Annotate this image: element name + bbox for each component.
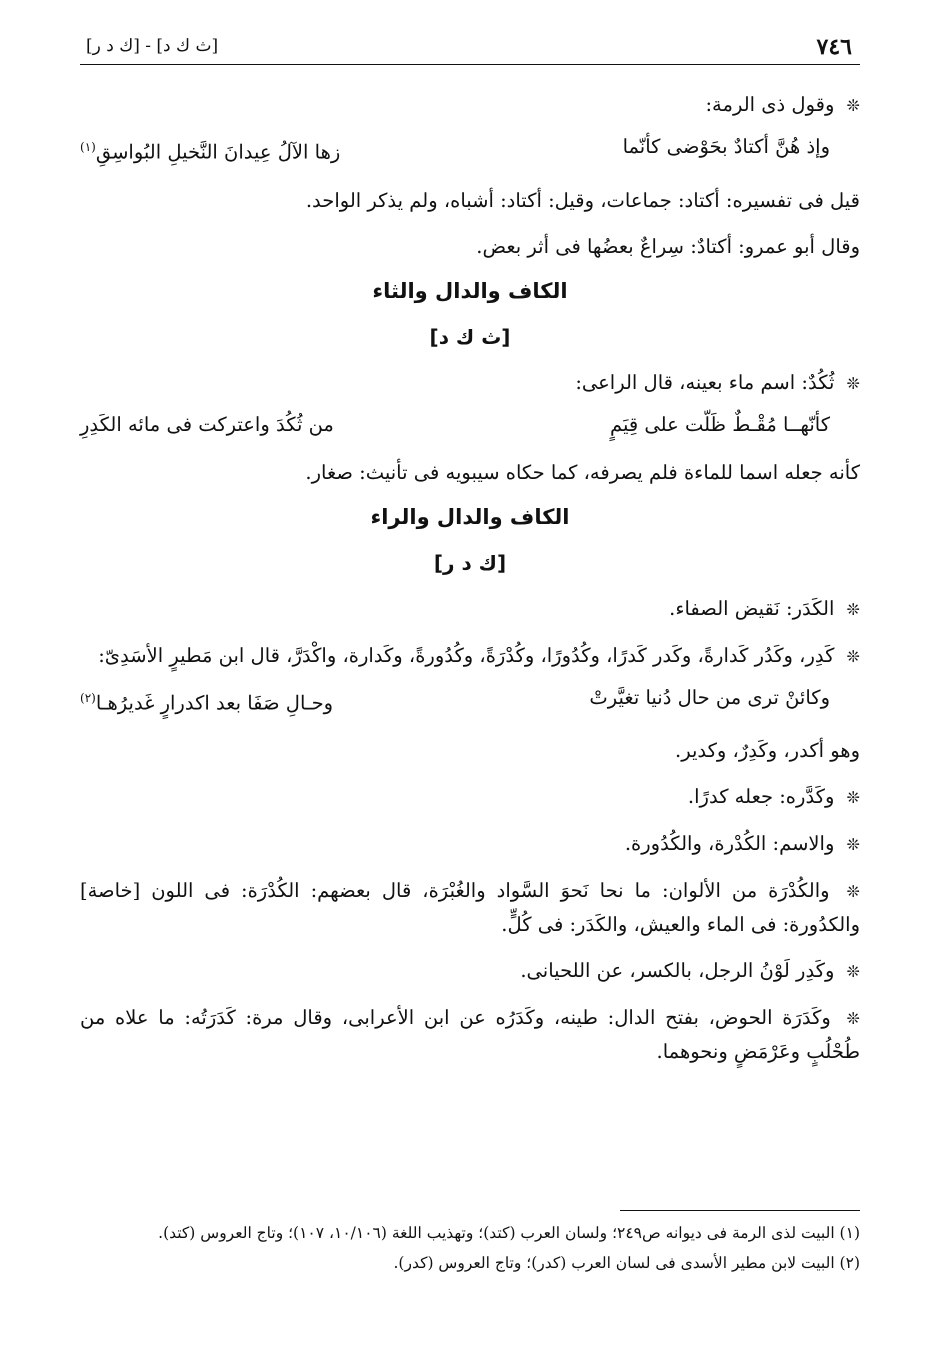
footnote-marker[interactable]: (٢) <box>80 690 96 705</box>
paragraph <box>80 88 860 122</box>
footnote-marker[interactable]: (١) <box>80 140 96 154</box>
paragraph <box>80 592 860 626</box>
paragraph-text: وكَدَّره: جعله كدرًا. <box>687 785 835 808</box>
paragraph <box>80 366 860 400</box>
paragraph-text: وكَدَرَة الحوض، بفتح الدال: طينه، وكَدَرُه عن ابن الأعرابى، وقال مرة: كَدَرَتُه: ما علاه من طُحْلُبٍ وعَرْمَضٍ ونحوهما. <box>80 1006 860 1063</box>
asterisk-bullet-icon: ❊ <box>846 788 860 807</box>
dictionary-page <box>80 30 860 1350</box>
verse-second-half <box>80 681 333 721</box>
asterisk-bullet-icon: ❊ <box>846 646 860 666</box>
verse-first-half: وكائنْ ترى من حال دُنيا تغيَّرتْ <box>589 685 830 709</box>
paragraph <box>80 780 860 814</box>
paragraph-text: والكُدْرَة من الألوان: ما نحا نَحوَ السَّواد والغُبْرَة، قال بعضهم: الكُدْرَة: فى اللون [خاصة] والكدُورة: فى الماء والعيش، والكَدَر: فى كُلٍّ. <box>80 879 860 936</box>
verse-first-half: وإذ هُنَّ أكتادٌ بحَوْضى كأنّما <box>622 135 830 158</box>
footnotes <box>80 1220 860 1280</box>
verse-line <box>80 681 860 721</box>
paragraph: كأنه جعله اسما للماءة فلم يصرفه، كما حكاه سيبويه فى تأنيث: صغار. <box>305 460 860 484</box>
asterisk-bullet-icon: ❊ <box>846 373 860 393</box>
paragraph <box>80 954 860 988</box>
asterisk-bullet-icon: ❊ <box>846 962 860 981</box>
verse-second-half: من ثُكُدَ واعترکت فى مائه الکَدِرِ <box>80 412 334 436</box>
paragraph-text: وقول ذى الرمة: <box>705 93 835 116</box>
body-text <box>80 88 860 1081</box>
asterisk-bullet-icon: ❊ <box>846 599 860 619</box>
paragraph <box>80 639 860 673</box>
asterisk-bullet-icon: ❊ <box>846 1009 860 1028</box>
page-number: ٧٤٦ <box>816 34 852 60</box>
paragraph-text: كَدِر، وكَدُر كَدارةً، وكَدر كَدرًا، وكُدُورًا، وكُدْرَةً، وكُدُورةً، وكَدارة، واكْدَرَّ، قال ابن مَطيرٍ الأسَدِىّ: <box>98 643 835 667</box>
footnote-divider <box>620 1210 860 1211</box>
paragraph-text: وكَدِر لَوْنُ الرجل، بالكسر، عن اللحيانى. <box>520 959 835 982</box>
asterisk-bullet-icon: ❊ <box>846 835 860 854</box>
verse-line <box>80 130 860 170</box>
verse-text: زها الآلُ عِيدانَ النَّخيلِ البُواسِقِ <box>95 140 341 164</box>
paragraph: وقال أبو عمرو: أكتادٌ: سِراعٌ بعضُها فى أثر بعض. <box>476 234 860 258</box>
chapter-heading: الكاف والدال والثاء <box>372 278 568 303</box>
root-heading: [ك د ر] <box>433 550 507 575</box>
verse-first-half: كأنّهــا مُقْـطٌ ظَلّت على قِيَمٍ <box>610 412 830 436</box>
paragraph-text: الكَدَر: نَقيض الصفاء. <box>669 596 835 620</box>
paragraph-text: والاسم: الكُدْرة، والكُدُورة. <box>624 832 835 855</box>
paragraph-text: ثُكُدٌ: اسم ماء بعينه، قال الراعى: <box>575 370 835 394</box>
paragraph <box>80 827 860 861</box>
asterisk-bullet-icon: ❊ <box>846 882 860 901</box>
verse-second-half <box>80 130 340 170</box>
root-heading: [ث ك د] <box>429 324 511 349</box>
verse-text: وحـالِ صَفَا بعد اكدرارٍ غَديرُهـا <box>95 691 334 714</box>
verse-line <box>80 408 860 442</box>
asterisk-bullet-icon: ❊ <box>846 96 860 115</box>
footnote-1: (١) البيت لذى الرمة فى ديوانه ص٢٤٩؛ ولسان العرب (كتد)؛ وتهذيب اللغة (١٠/١٠٦، ١٠٧)؛ وتاج العروس (كتد). <box>158 1224 860 1242</box>
footnote-2: (٢) البيت لابن مطير الأسدى فى لسان العرب (كدر)؛ وتاج العروس (كدر). <box>393 1254 860 1272</box>
paragraph <box>80 1001 860 1068</box>
paragraph <box>80 874 860 941</box>
running-header <box>80 30 860 65</box>
section-marker: [ث ك د] - [ك د ر] <box>86 36 219 56</box>
paragraph: وهو أكدر، وكَدِرٌ، وكدير. <box>675 739 860 762</box>
paragraph: قيل فى تفسيره: أكتاد: جماعات، وقيل: أكتاد: أشباه، ولم يذكر الواحد. <box>305 188 860 212</box>
chapter-heading: الكاف والدال والراء <box>370 504 570 529</box>
